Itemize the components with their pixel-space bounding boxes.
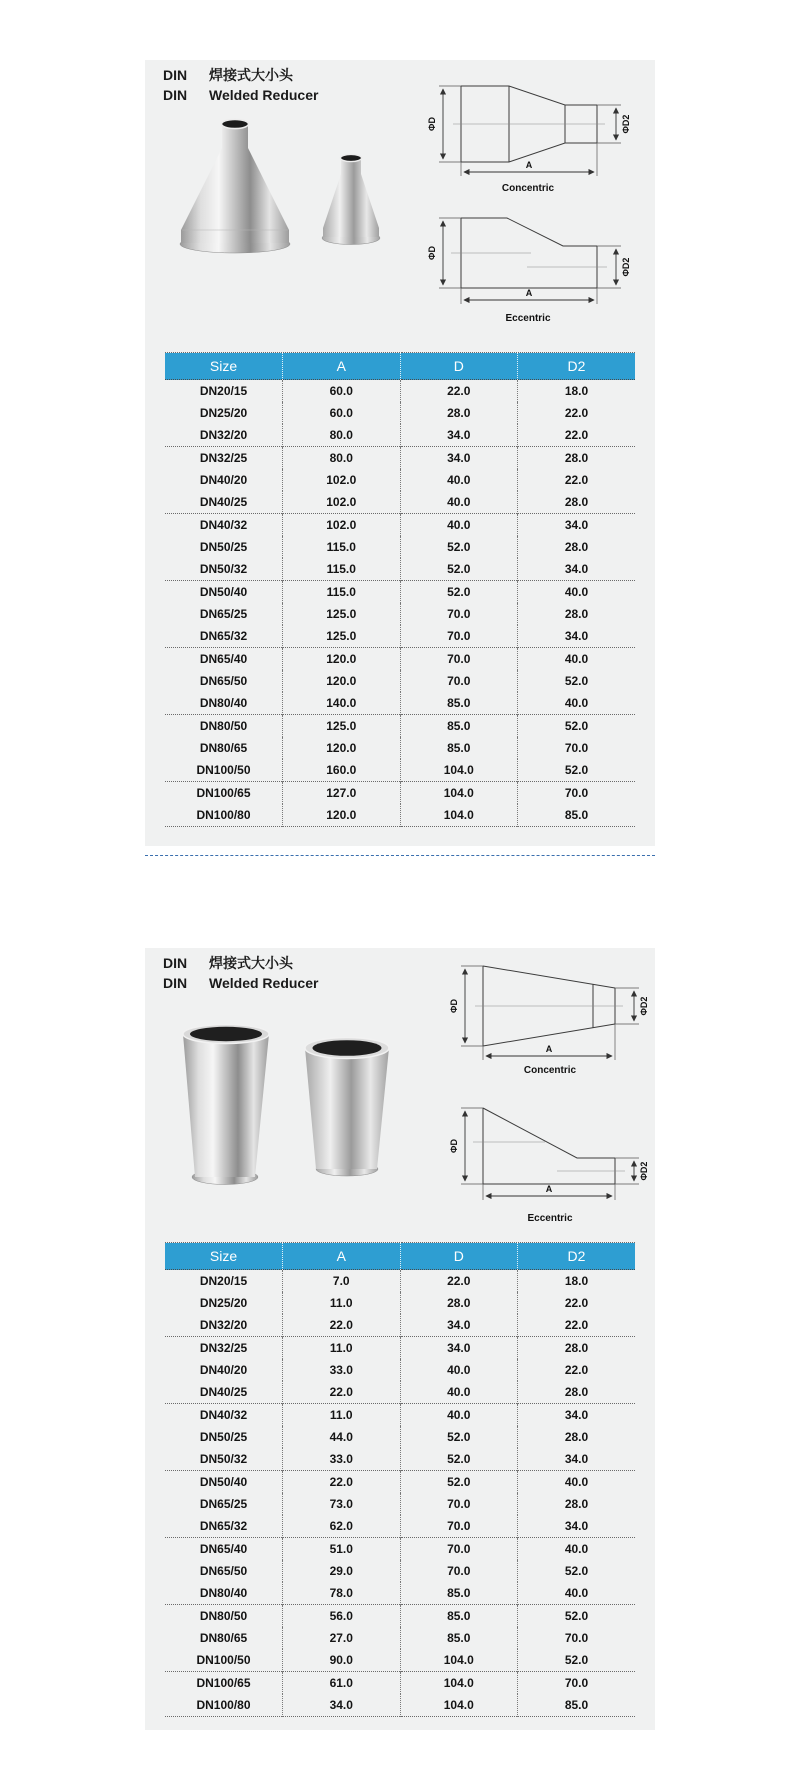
table-cell: 90.0 [283,1649,401,1672]
table-row [165,1582,635,1605]
table-cell: 70.0 [400,1560,518,1582]
table-row [165,1515,635,1538]
table-cell: 22.0 [400,1270,518,1293]
table-cell: DN65/40 [199,1542,248,1556]
table-cell: 80.0 [283,447,401,470]
table-cell: 115.0 [283,581,401,604]
table-cell: 40.0 [400,1381,518,1404]
table-cell: 127.0 [283,782,401,805]
table-cell: 80.0 [283,424,401,447]
table-row [165,424,635,447]
dimension-table [165,1242,635,1717]
dim-label-d2: ΦD2 [621,257,631,277]
table-cell: 11.0 [283,1337,401,1360]
table-row [165,1314,635,1337]
table-cell: 70.0 [518,737,636,759]
standard-code: DIN [163,87,188,103]
table-cell: 40.0 [518,1582,636,1605]
dim-label-d: ΦD [449,999,459,1013]
table-cell: 85.0 [518,804,636,827]
table-row [165,1560,635,1582]
table-cell: 34.0 [518,1404,636,1427]
diagram-eccentric [445,1094,655,1224]
table-row [165,625,635,648]
table-cell: 40.0 [400,1359,518,1381]
table-row [165,447,635,470]
table-cell: 52.0 [518,1605,636,1628]
product-name-zh: 焊接式大小头 [209,67,293,83]
product-photo-concentric-reducers [165,112,400,299]
section-title [163,65,318,105]
table-cell: 62.0 [283,1515,401,1538]
table-cell: 115.0 [283,558,401,581]
table-header-row [165,353,635,380]
table-cell: DN65/25 [199,1497,248,1511]
table-cell: 102.0 [283,469,401,491]
table-cell: DN65/50 [199,674,248,688]
table-cell: 34.0 [283,1694,401,1717]
table-cell: DN20/15 [199,1274,248,1288]
product-title-zh [163,953,318,973]
diagram-concentric [423,72,633,194]
column-header: Size [165,1243,283,1270]
table-cell: 52.0 [400,558,518,581]
table-row [165,536,635,558]
table-row [165,648,635,671]
product-name-en: Welded Reducer [209,975,319,991]
table-cell: 11.0 [283,1404,401,1427]
column-header: A [283,1243,401,1270]
table-cell: DN100/65 [196,1676,251,1690]
table-row [165,804,635,827]
table-row [165,1270,635,1293]
dim-label-d: ΦD [427,117,437,131]
dim-label-d: ΦD [449,1139,459,1153]
table-cell: 29.0 [283,1560,401,1582]
table-cell: 125.0 [283,603,401,625]
table-cell: 22.0 [518,469,636,491]
table-row [165,1337,635,1360]
table-cell: 34.0 [518,514,636,537]
table-cell: 104.0 [400,1672,518,1695]
table-cell: 104.0 [400,782,518,805]
table-row [165,1627,635,1649]
table-header-row [165,1243,635,1270]
table-row [165,715,635,738]
table-cell: 70.0 [518,1627,636,1649]
table-row [165,491,635,514]
table-cell: 22.0 [518,402,636,424]
table-cell: DN80/40 [199,696,248,710]
table-cell: 104.0 [400,1649,518,1672]
table-row [165,380,635,403]
table-cell: 34.0 [518,1448,636,1471]
table-row [165,1538,635,1561]
dim-label-a: A [545,1184,553,1194]
table-cell: 85.0 [518,1694,636,1717]
table-cell: DN100/80 [196,1698,251,1712]
table-cell: DN50/25 [199,540,248,554]
table-cell: 40.0 [400,491,518,514]
table-cell: DN65/32 [199,629,248,643]
table-cell: 40.0 [518,692,636,715]
table-cell: 28.0 [518,1426,636,1448]
table-cell: 18.0 [518,380,636,403]
table-cell: 120.0 [283,737,401,759]
column-header: D2 [518,1243,636,1270]
catalog-section-eccentric [145,948,655,1730]
table-cell: 18.0 [518,1270,636,1293]
table-row [165,469,635,491]
table-cell: 22.0 [283,1314,401,1337]
table-row [165,402,635,424]
table-row [165,782,635,805]
table-cell: 52.0 [400,1471,518,1494]
table-cell: 52.0 [518,715,636,738]
table-cell: 56.0 [283,1605,401,1628]
table-row [165,1426,635,1448]
table-cell: 140.0 [283,692,401,715]
table-row [165,581,635,604]
table-cell: DN40/20 [199,473,248,487]
table-row [165,514,635,537]
table-cell: 85.0 [400,1605,518,1628]
table-cell: 85.0 [400,737,518,759]
table-cell: 115.0 [283,536,401,558]
table-cell: DN50/32 [199,1452,248,1466]
table-cell: 34.0 [400,1314,518,1337]
table-cell: 28.0 [518,447,636,470]
table-cell: 125.0 [283,625,401,648]
table-cell: 70.0 [400,625,518,648]
table-cell: 22.0 [518,1359,636,1381]
table-row [165,1471,635,1494]
standard-code: DIN [163,975,188,991]
product-title-zh [163,65,318,85]
table-cell: 34.0 [400,424,518,447]
table-cell: 73.0 [283,1493,401,1515]
table-cell: DN50/25 [199,1430,248,1444]
table-cell: 40.0 [518,581,636,604]
table-row [165,558,635,581]
dim-label-a: A [545,1044,553,1054]
table-cell: 34.0 [400,447,518,470]
table-cell: 40.0 [400,469,518,491]
table-cell: DN25/20 [199,1296,248,1310]
product-name-en: Welded Reducer [209,87,319,103]
table-cell: 28.0 [518,1337,636,1360]
table-row [165,670,635,692]
table-cell: 28.0 [400,402,518,424]
table-cell: 52.0 [400,536,518,558]
table-cell: 22.0 [400,380,518,403]
table-cell: 60.0 [283,380,401,403]
table-cell: DN80/40 [199,1586,248,1600]
table-cell: 70.0 [518,1672,636,1695]
table-cell: 52.0 [518,1560,636,1582]
dim-label-a: A [525,160,533,170]
table-cell: DN32/25 [199,1341,248,1355]
table-cell: DN80/65 [199,1631,248,1645]
product-title-en [163,85,318,105]
table-cell: 120.0 [283,648,401,671]
dimension-table [165,352,635,827]
table-cell: DN32/25 [199,451,248,465]
standard-code: DIN [163,67,188,83]
table-cell: DN40/32 [199,1408,248,1422]
table-cell: DN100/80 [196,808,251,822]
table-cell: 40.0 [518,648,636,671]
table-cell: DN50/40 [199,585,248,599]
table-cell: DN50/32 [199,562,248,576]
table-cell: 120.0 [283,804,401,827]
table-cell: 52.0 [518,1649,636,1672]
table-row [165,1292,635,1314]
column-header: D2 [518,353,636,380]
diagram-caption-concentric: Concentric [501,183,555,194]
diagram-concentric [445,954,655,1076]
table-cell: DN65/25 [199,607,248,621]
table-cell: 28.0 [518,1381,636,1404]
table-row [165,1605,635,1628]
table-cell: 40.0 [400,514,518,537]
table-cell: 40.0 [518,1471,636,1494]
section-divider [145,855,655,856]
table-cell: 22.0 [518,1292,636,1314]
table-cell: 40.0 [400,1404,518,1427]
table-cell: 27.0 [283,1627,401,1649]
table-cell: 61.0 [283,1672,401,1695]
table-cell: 120.0 [283,670,401,692]
table-cell: DN50/40 [199,1475,248,1489]
column-header: A [283,353,401,380]
table-cell: 33.0 [283,1448,401,1471]
product-title-en [163,973,318,993]
column-header: D [400,1243,518,1270]
table-cell: 28.0 [518,603,636,625]
table-cell: 85.0 [400,1627,518,1649]
diagram-caption-eccentric: Eccentric [527,1213,573,1224]
table-cell: 51.0 [283,1538,401,1561]
table-cell: DN40/32 [199,518,248,532]
table-cell: DN40/25 [199,1385,248,1399]
dim-label-d: ΦD [427,246,437,260]
dim-label-a: A [525,288,533,298]
table-cell: 85.0 [400,692,518,715]
table-row [165,1359,635,1381]
table-cell: 125.0 [283,715,401,738]
dim-label-d2: ΦD2 [621,114,631,134]
dim-label-d2: ΦD2 [639,1161,649,1181]
table-cell: 11.0 [283,1292,401,1314]
table-cell: 70.0 [518,782,636,805]
table-cell: 70.0 [400,648,518,671]
table-row [165,1381,635,1404]
table-cell: 22.0 [283,1471,401,1494]
table-cell: 104.0 [400,804,518,827]
table-cell: DN65/40 [199,652,248,666]
table-cell: 85.0 [400,715,518,738]
table-cell: 78.0 [283,1582,401,1605]
table-cell: 102.0 [283,491,401,514]
table-cell: 70.0 [400,603,518,625]
table-cell: 70.0 [400,1515,518,1538]
table-row [165,1404,635,1427]
table-cell: DN40/20 [199,1363,248,1377]
table-cell: 22.0 [283,1381,401,1404]
table-cell: 52.0 [518,759,636,782]
table-cell: 34.0 [518,1515,636,1538]
table-cell: DN40/25 [199,495,248,509]
table-row [165,1694,635,1717]
table-cell: DN80/50 [199,1609,248,1623]
table-cell: 52.0 [400,581,518,604]
table-cell: DN80/65 [199,741,248,755]
table-cell: 102.0 [283,514,401,537]
table-cell: 28.0 [400,1292,518,1314]
table-cell: DN25/20 [199,406,248,420]
table-cell: 7.0 [283,1270,401,1293]
table-cell: 70.0 [400,670,518,692]
table-cell: 28.0 [518,491,636,514]
table-cell: 52.0 [400,1426,518,1448]
table-row [165,1493,635,1515]
table-cell: DN100/65 [196,786,251,800]
table-row [165,737,635,759]
table-row [165,1448,635,1471]
table-cell: 52.0 [518,670,636,692]
column-header: D [400,353,518,380]
diagram-eccentric [423,200,633,324]
table-cell: 22.0 [518,1314,636,1337]
table-cell: DN20/15 [199,384,248,398]
product-name-zh: 焊接式大小头 [209,955,293,971]
table-cell: DN65/32 [199,1519,248,1533]
table-cell: 22.0 [518,424,636,447]
section-title [163,953,318,993]
table-cell: 160.0 [283,759,401,782]
table-cell: DN65/50 [199,1564,248,1578]
table-cell: DN100/50 [196,763,251,777]
table-cell: 60.0 [283,402,401,424]
column-header: Size [165,353,283,380]
table-cell: 85.0 [400,1582,518,1605]
table-cell: 70.0 [400,1493,518,1515]
table-cell: 104.0 [400,759,518,782]
table-cell: DN100/50 [196,1653,251,1667]
table-cell: 28.0 [518,536,636,558]
table-cell: 44.0 [283,1426,401,1448]
table-row [165,603,635,625]
table-cell: 34.0 [400,1337,518,1360]
table-cell: DN32/20 [199,428,248,442]
standard-code: DIN [163,955,188,971]
diagram-caption-eccentric: Eccentric [505,313,551,324]
dim-label-d2: ΦD2 [639,996,649,1016]
table-row [165,1649,635,1672]
product-photo-eccentric-reducers [163,1020,413,1201]
table-cell: 52.0 [400,1448,518,1471]
table-cell: 70.0 [400,1538,518,1561]
table-cell: 28.0 [518,1493,636,1515]
table-row [165,1672,635,1695]
table-cell: 104.0 [400,1694,518,1717]
table-cell: 34.0 [518,558,636,581]
table-cell: 40.0 [518,1538,636,1561]
table-cell: 34.0 [518,625,636,648]
table-row [165,759,635,782]
table-cell: DN32/20 [199,1318,248,1332]
diagram-caption-concentric: Concentric [523,1065,577,1076]
table-cell: 33.0 [283,1359,401,1381]
catalog-section-concentric [145,60,655,846]
table-cell: DN80/50 [199,719,248,733]
table-row [165,692,635,715]
